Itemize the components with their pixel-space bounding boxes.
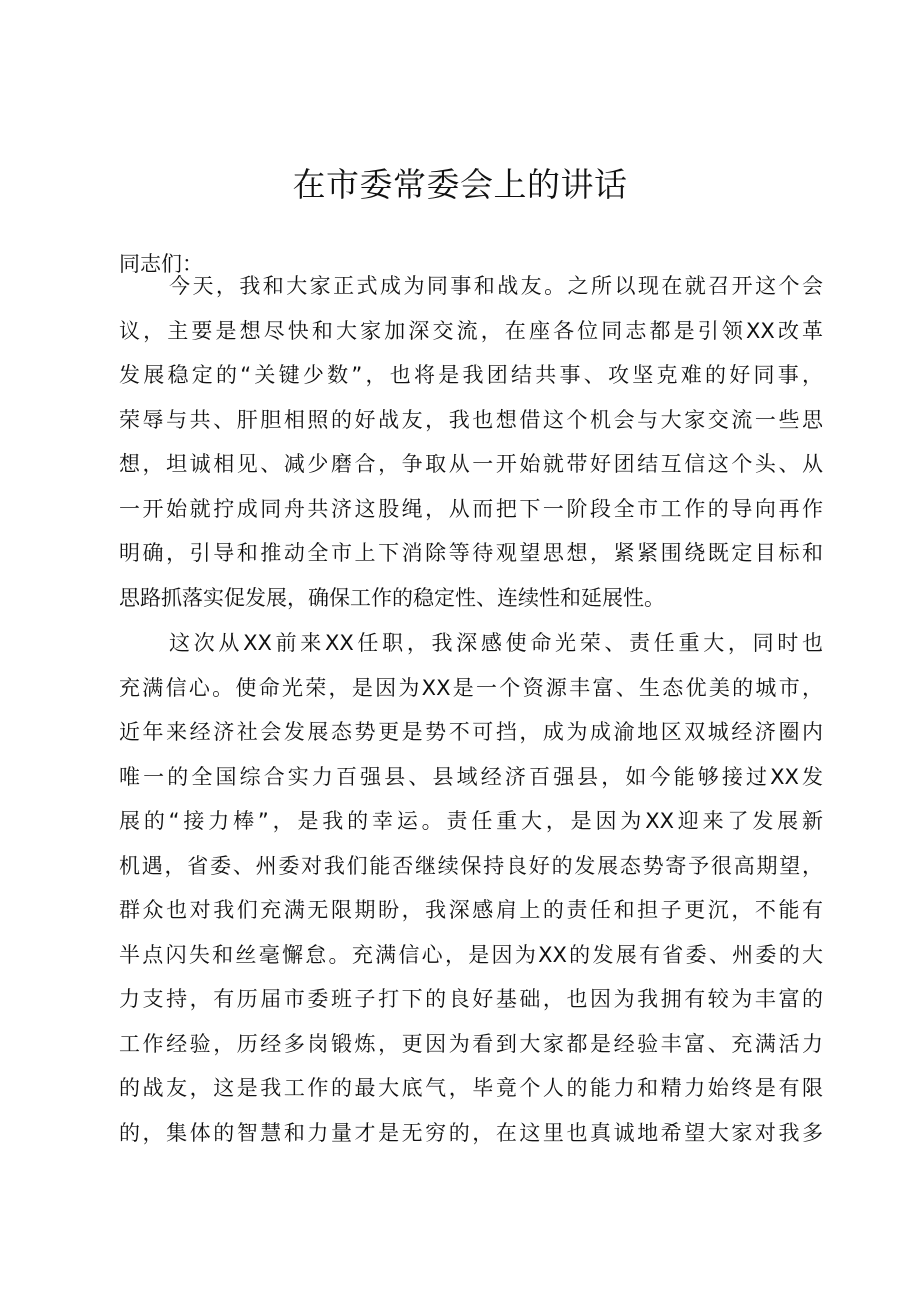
paragraph-line: 一开始就拧成同舟共济这股绳，从而把下一阶段全市工作的导向再作 xyxy=(119,496,823,521)
paragraph-line: 的战友，这是我工作的最大底气，毕竟个人的能力和精力始终是有限 xyxy=(119,1076,823,1100)
paragraph-2 xyxy=(119,621,823,1155)
paragraph-line: 发展稳定的“关键少数”，也将是我团结共事、攻坚克难的好同事， xyxy=(119,363,823,387)
paragraph-line: 唯一的全国综合实力百强县、县域经济百强县，如今能够接过XX发 xyxy=(119,764,823,789)
paragraph-line: 的，集体的智慧和力量才是无穷的，在这里也真诚地希望大家对我多 xyxy=(119,1120,823,1145)
paragraph-line: 今天，我和大家正式成为同事和战友。之所以现在就召开这个会 xyxy=(169,274,823,298)
paragraph-line: 工作经验，历经多岗锻炼，更因为看到大家都是经验丰富、充满活力 xyxy=(119,1031,823,1056)
paragraph-line: 展的“接力棒”，是我的幸运。责任重大，是因为XX迎来了发展新 xyxy=(119,809,823,833)
paragraph-line: 机遇，省委、州委对我们能否继续保持良好的发展态势寄予很高期望， xyxy=(119,853,823,878)
paragraph-1 xyxy=(119,264,823,620)
salutation: 同志们： xyxy=(119,252,203,276)
paragraph-line: 充满信心。使命光荣，是因为XX是一个资源丰富、生态优美的城市， xyxy=(119,675,823,700)
paragraph-line: 力支持，有历届市委班子打下的良好基础，也因为我拥有较为丰富的 xyxy=(119,987,823,1011)
paragraph-line: 议，主要是想尽快和大家加深交流，在座各位同志都是引领XX改革 xyxy=(119,318,823,343)
paragraph-line: 半点闪失和丝毫懈怠。充满信心，是因为XX的发展有省委、州委的大 xyxy=(119,942,823,967)
paragraph-line: 群众也对我们充满无限期盼，我深感肩上的责任和担子更沉，不能有 xyxy=(119,898,823,922)
paragraph-line: 明确，引导和推动全市上下消除等待观望思想，紧紧围绕既定目标和 xyxy=(119,541,823,565)
document-title: 在市委常委会上的讲话 xyxy=(292,165,628,204)
paragraph-line: 近年来经济社会发展态势更是势不可挡，成为成渝地区双城经济圈内 xyxy=(119,720,823,744)
paragraph-line: 这次从XX前来XX任职，我深感使命光荣、责任重大，同时也 xyxy=(169,631,823,655)
paragraph-line: 思路抓落实促发展，确保工作的稳定性、连续性和延展性。 xyxy=(119,585,665,610)
paragraph-line: 荣辱与共、肝胆相照的好战友，我也想借这个机会与大家交流一些思 xyxy=(119,407,823,432)
paragraph-line: 想，坦诚相见、减少磨合，争取从一开始就带好团结互信这个头、从 xyxy=(119,452,823,476)
